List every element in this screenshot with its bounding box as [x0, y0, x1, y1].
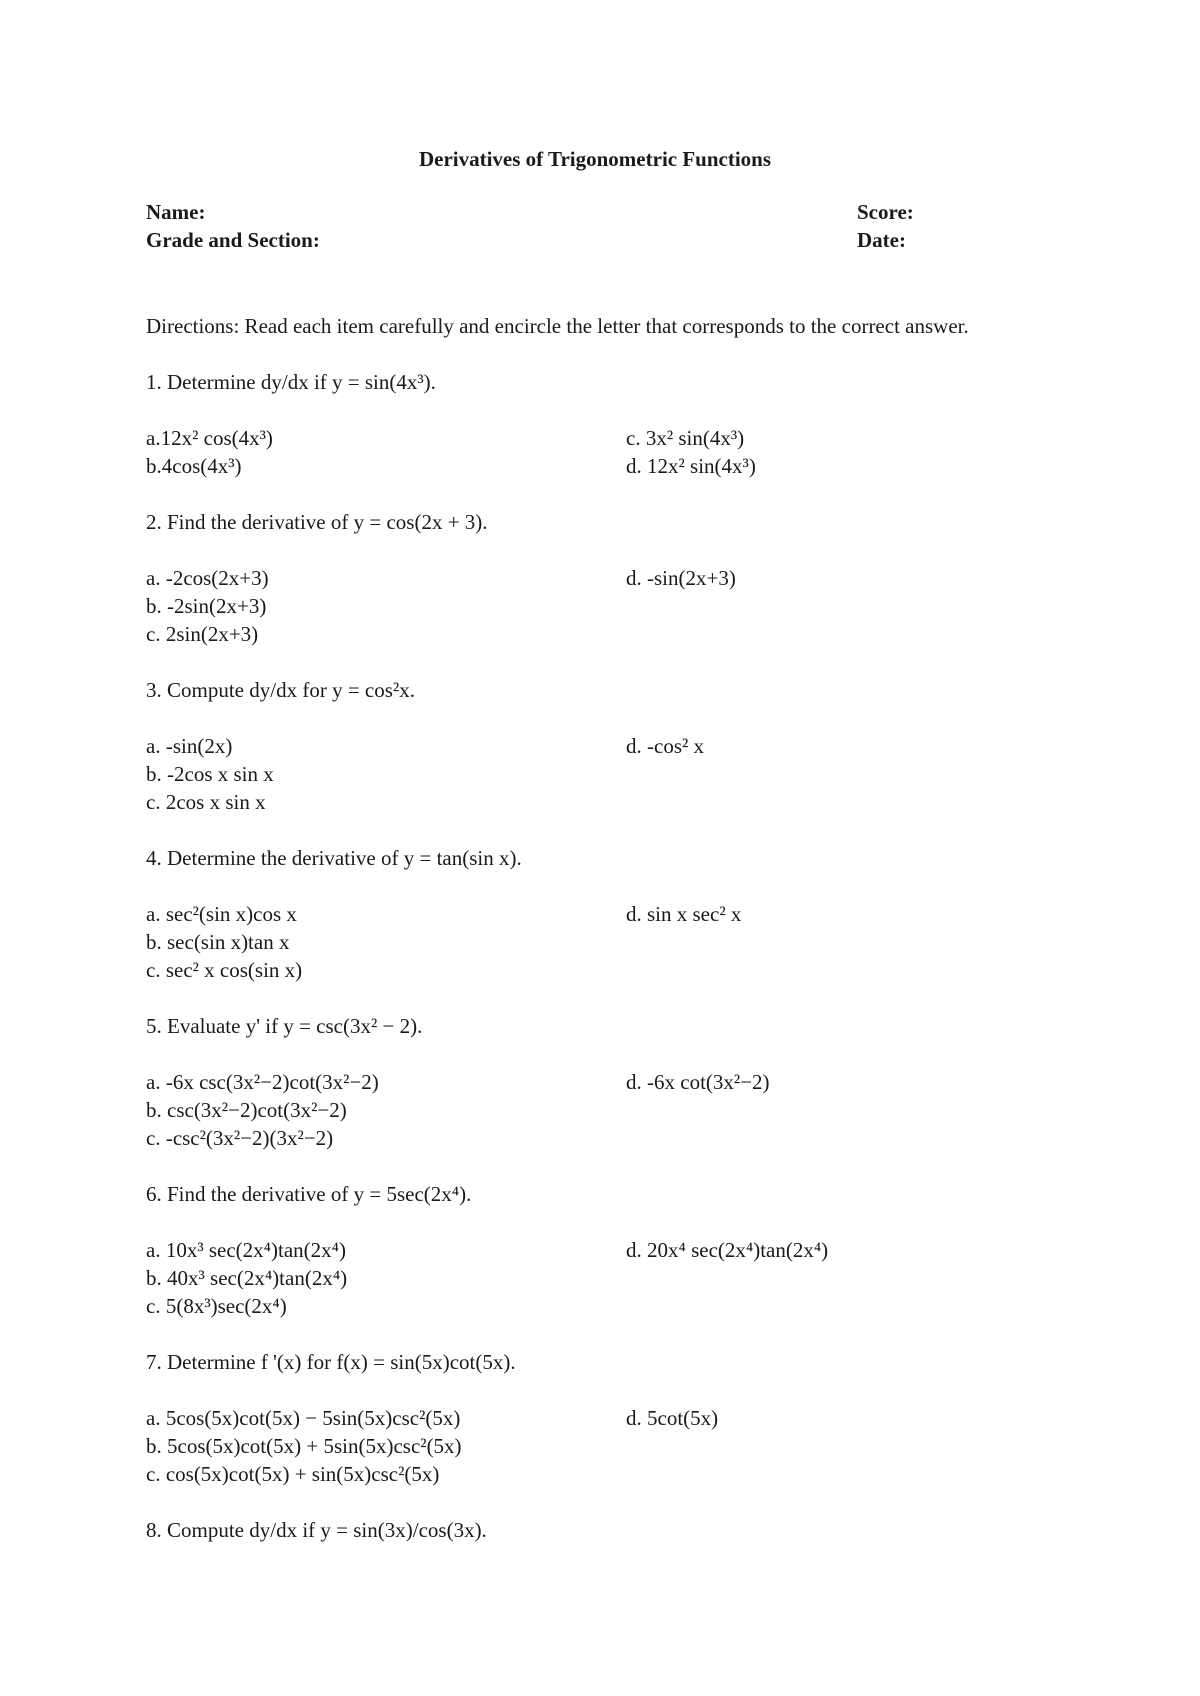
choice-b[interactable]: b.4cos(4x³)	[146, 454, 242, 478]
choice-a[interactable]: a. 5cos(5x)cot(5x) − 5sin(5x)csc²(5x)	[146, 1406, 461, 1430]
choice-c[interactable]: c. 2sin(2x+3)	[146, 622, 259, 646]
choice-d[interactable]: d. -sin(2x+3)	[626, 566, 736, 590]
choice-a[interactable]: a. -6x csc(3x²−2)cot(3x²−2)	[146, 1070, 379, 1094]
name-label: Name:	[146, 200, 206, 224]
question-prompt: 7. Determine f '(x) for f(x) = sin(5x)cot(5x).	[146, 1350, 516, 1374]
score-label: Score:	[857, 200, 914, 224]
choice-c[interactable]: c. 3x² sin(4x³)	[626, 426, 745, 450]
choice-d[interactable]: d. sin x sec² x	[626, 902, 742, 926]
grade-section-label: Grade and Section:	[146, 228, 320, 252]
choice-b[interactable]: b. -2cos x sin x	[146, 762, 274, 786]
choice-c[interactable]: c. 5(8x³)sec(2x⁴)	[146, 1294, 287, 1318]
page-title: Derivatives of Trigonometric Functions	[418, 147, 772, 171]
question-prompt: 4. Determine the derivative of y = tan(sin x).	[146, 846, 522, 870]
choice-c[interactable]: c. cos(5x)cot(5x) + sin(5x)csc²(5x)	[146, 1462, 440, 1486]
choice-a[interactable]: a.12x² cos(4x³)	[146, 426, 273, 450]
choice-d[interactable]: d. 5cot(5x)	[626, 1406, 719, 1430]
choice-a[interactable]: a. sec²(sin x)cos x	[146, 902, 297, 926]
choice-c[interactable]: c. -csc²(3x²−2)(3x²−2)	[146, 1126, 334, 1150]
choice-b[interactable]: b. csc(3x²−2)cot(3x²−2)	[146, 1098, 347, 1122]
date-label: Date:	[857, 228, 906, 252]
choice-c[interactable]: c. 2cos x sin x	[146, 790, 266, 814]
choice-d[interactable]: d. 12x² sin(4x³)	[626, 454, 756, 478]
question-prompt: 5. Evaluate y' if y = csc(3x² − 2).	[146, 1014, 423, 1038]
question-prompt: 1. Determine dy/dx if y = sin(4x³).	[146, 370, 436, 394]
question-prompt: 8. Compute dy/dx if y = sin(3x)/cos(3x).	[146, 1518, 487, 1542]
choice-b[interactable]: b. -2sin(2x+3)	[146, 594, 267, 618]
question-prompt: 3. Compute dy/dx for y = cos²x.	[146, 678, 415, 702]
choice-b[interactable]: b. sec(sin x)tan x	[146, 930, 290, 954]
question-prompt: 2. Find the derivative of y = cos(2x + 3).	[146, 510, 488, 534]
choice-d[interactable]: d. -cos² x	[626, 734, 705, 758]
question-prompt: 6. Find the derivative of y = 5sec(2x⁴).	[146, 1182, 472, 1206]
directions: Directions: Read each item carefully and encircle the letter that corresponds to the correct answer.	[146, 314, 969, 338]
choice-d[interactable]: d. -6x cot(3x²−2)	[626, 1070, 770, 1094]
choice-a[interactable]: a. 10x³ sec(2x⁴)tan(2x⁴)	[146, 1238, 346, 1262]
choice-c[interactable]: c. sec² x cos(sin x)	[146, 958, 303, 982]
choice-a[interactable]: a. -sin(2x)	[146, 734, 233, 758]
choice-b[interactable]: b. 5cos(5x)cot(5x) + 5sin(5x)csc²(5x)	[146, 1434, 462, 1458]
choice-a[interactable]: a. -2cos(2x+3)	[146, 566, 269, 590]
choice-d[interactable]: d. 20x⁴ sec(2x⁴)tan(2x⁴)	[626, 1238, 829, 1262]
choice-b[interactable]: b. 40x³ sec(2x⁴)tan(2x⁴)	[146, 1266, 348, 1290]
